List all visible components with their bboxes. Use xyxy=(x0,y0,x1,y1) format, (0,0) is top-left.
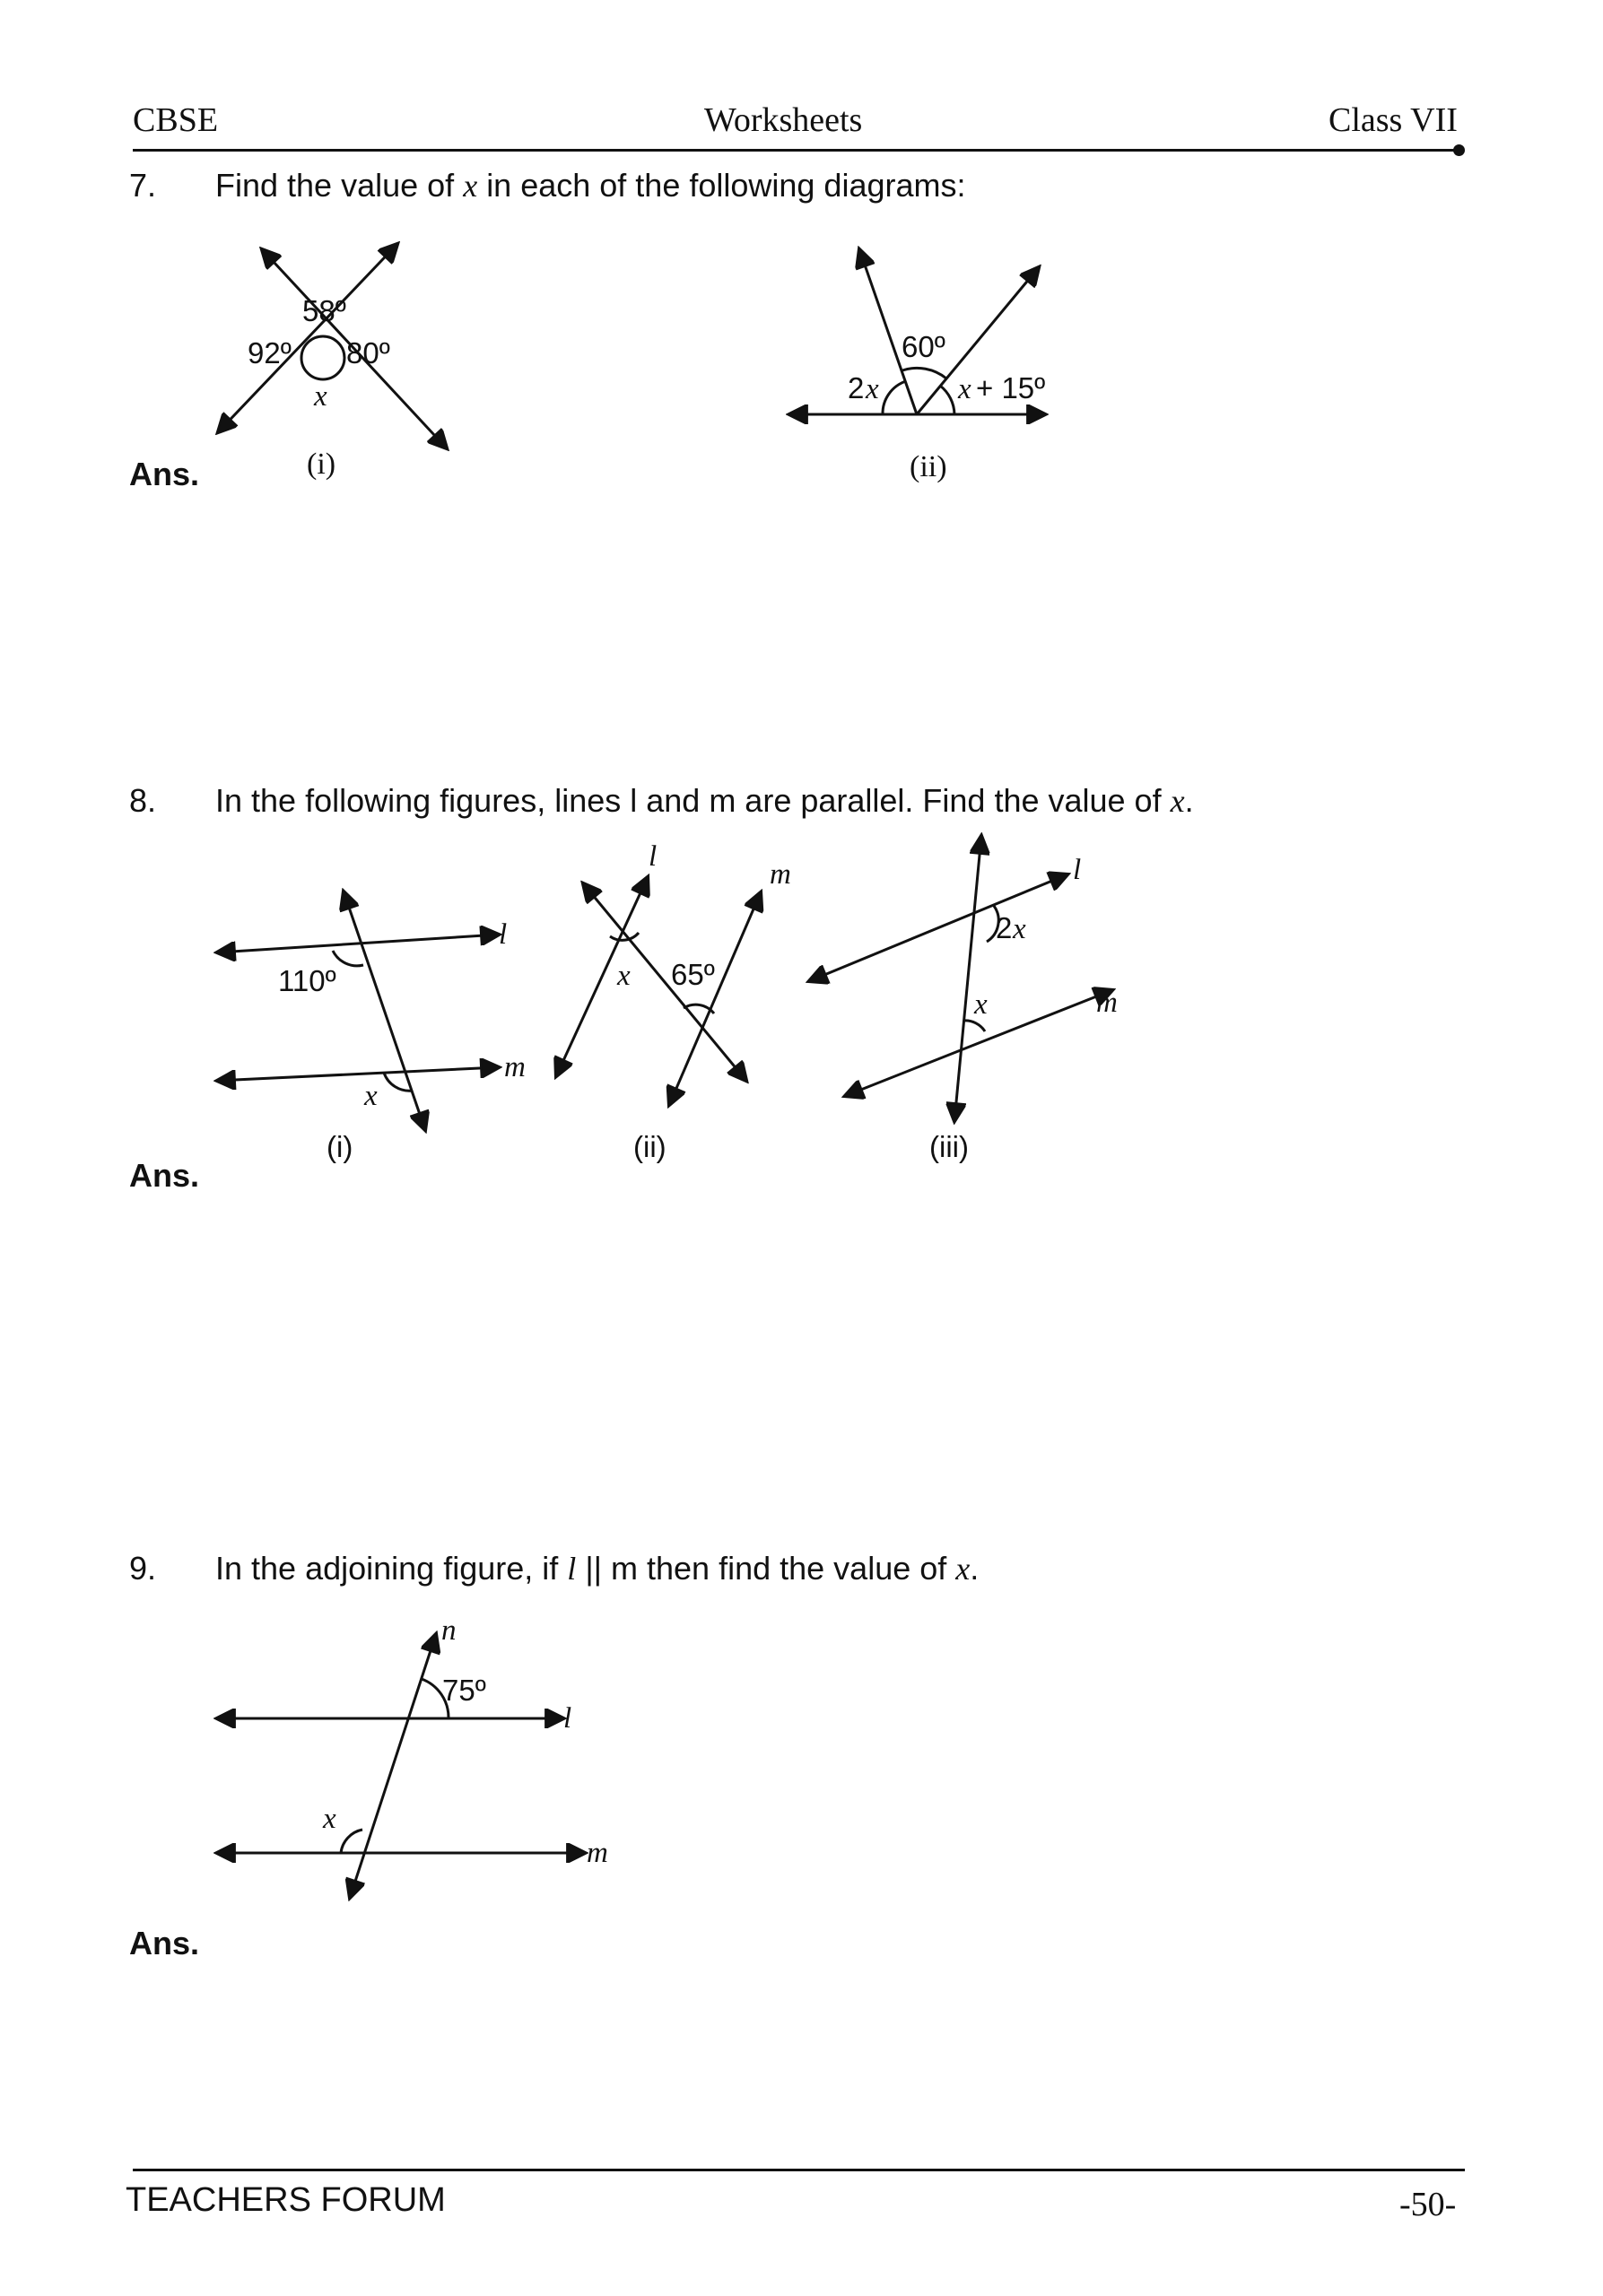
q8-iii-label-x: x xyxy=(974,988,988,1021)
q7-i-caption: (i) xyxy=(307,448,336,481)
q7-ii-label-60: 60º xyxy=(902,330,945,363)
q9-label-75: 75º xyxy=(442,1674,486,1707)
q7-i-label-80: 80º xyxy=(346,336,390,370)
question-9-text: In the adjoining figure, if l || m then find the value of x. xyxy=(215,1550,980,1587)
q8-ii-label-65: 65º xyxy=(671,958,715,991)
question-9-answer-label: Ans. xyxy=(129,1925,200,1961)
q8-i-line-m xyxy=(217,1067,499,1081)
q8-ii-label-l: l xyxy=(649,840,658,873)
q8-iii-label-2x-x: x xyxy=(1013,913,1026,945)
question-8-number: 8. xyxy=(129,782,157,819)
q7-ii-label-plus15: + 15º xyxy=(976,371,1046,404)
q8-i-label-110: 110º xyxy=(278,964,336,997)
q8-iii-label-m: m xyxy=(1096,987,1118,1019)
question-9-number: 9. xyxy=(129,1550,157,1587)
q8-ii-label-m: m xyxy=(770,858,791,891)
q8-iii-arc-x xyxy=(963,1021,985,1031)
footer-left: TEACHERS FORUM xyxy=(126,2181,446,2219)
q8-figure-ii xyxy=(556,840,791,1163)
header-center: Worksheets xyxy=(704,101,863,139)
q8-iii-line-l xyxy=(809,874,1067,981)
question-7-number: 7. xyxy=(129,167,157,204)
q7-i-label-x: x xyxy=(314,380,327,413)
q7-ii-label-2: 2 xyxy=(848,371,865,404)
q8-iii-caption: (iii) xyxy=(929,1130,969,1163)
header-right: Class VII xyxy=(1329,101,1458,139)
question-7-text: Find the value of x in each of the following diagrams: xyxy=(215,167,966,204)
q8-i-arc-110 xyxy=(333,951,363,966)
q8-i-label-m: m xyxy=(504,1051,526,1083)
q7-ii-arc-2x xyxy=(883,381,906,414)
q8-i-transversal xyxy=(344,891,425,1130)
q9-label-l: l xyxy=(563,1702,572,1735)
q8-figure-i xyxy=(217,891,526,1163)
q8-i-caption: (i) xyxy=(327,1130,353,1163)
q8-i-label-l: l xyxy=(499,918,508,951)
q9-figure xyxy=(217,1614,608,1898)
q7-ii-label-x-right: x xyxy=(958,373,971,405)
q9-arc-x xyxy=(341,1830,362,1853)
q8-ii-line-m xyxy=(669,892,761,1105)
q8-figure-iii xyxy=(809,836,1118,1163)
q7-ii-arc-60 xyxy=(902,368,946,378)
q7-ii-label-x-left: x xyxy=(866,373,879,405)
q8-ii-caption: (ii) xyxy=(633,1130,666,1163)
q7-i-label-92: 92º xyxy=(248,336,292,370)
q8-iii-label-l: l xyxy=(1073,854,1082,886)
q9-label-x: x xyxy=(323,1803,336,1835)
q7-figure-i xyxy=(218,244,447,481)
q9-label-m: m xyxy=(587,1837,608,1869)
footer-right: -50- xyxy=(1399,2186,1457,2223)
q7-i-label-58: 58º xyxy=(302,294,346,327)
q8-ii-label-x: x xyxy=(617,960,631,992)
q8-iii-label-2: 2 xyxy=(996,911,1013,944)
question-8-text: In the following figures, lines l and m are parallel. Find the value of x. xyxy=(215,782,1194,819)
q8-i-label-x: x xyxy=(364,1080,378,1112)
q7-ii-arc-x15 xyxy=(940,386,954,414)
q8-iii-transversal xyxy=(954,836,981,1121)
q7-i-angle-circle xyxy=(301,336,344,379)
q7-ii-caption: (ii) xyxy=(910,450,947,483)
q9-transversal-n xyxy=(350,1634,436,1898)
question-8-answer-label: Ans. xyxy=(129,1157,200,1194)
header-left: CBSE xyxy=(133,101,219,139)
q9-label-n: n xyxy=(441,1614,457,1647)
question-7-answer-label: Ans. xyxy=(129,456,200,492)
q7-figure-ii xyxy=(789,249,1045,483)
